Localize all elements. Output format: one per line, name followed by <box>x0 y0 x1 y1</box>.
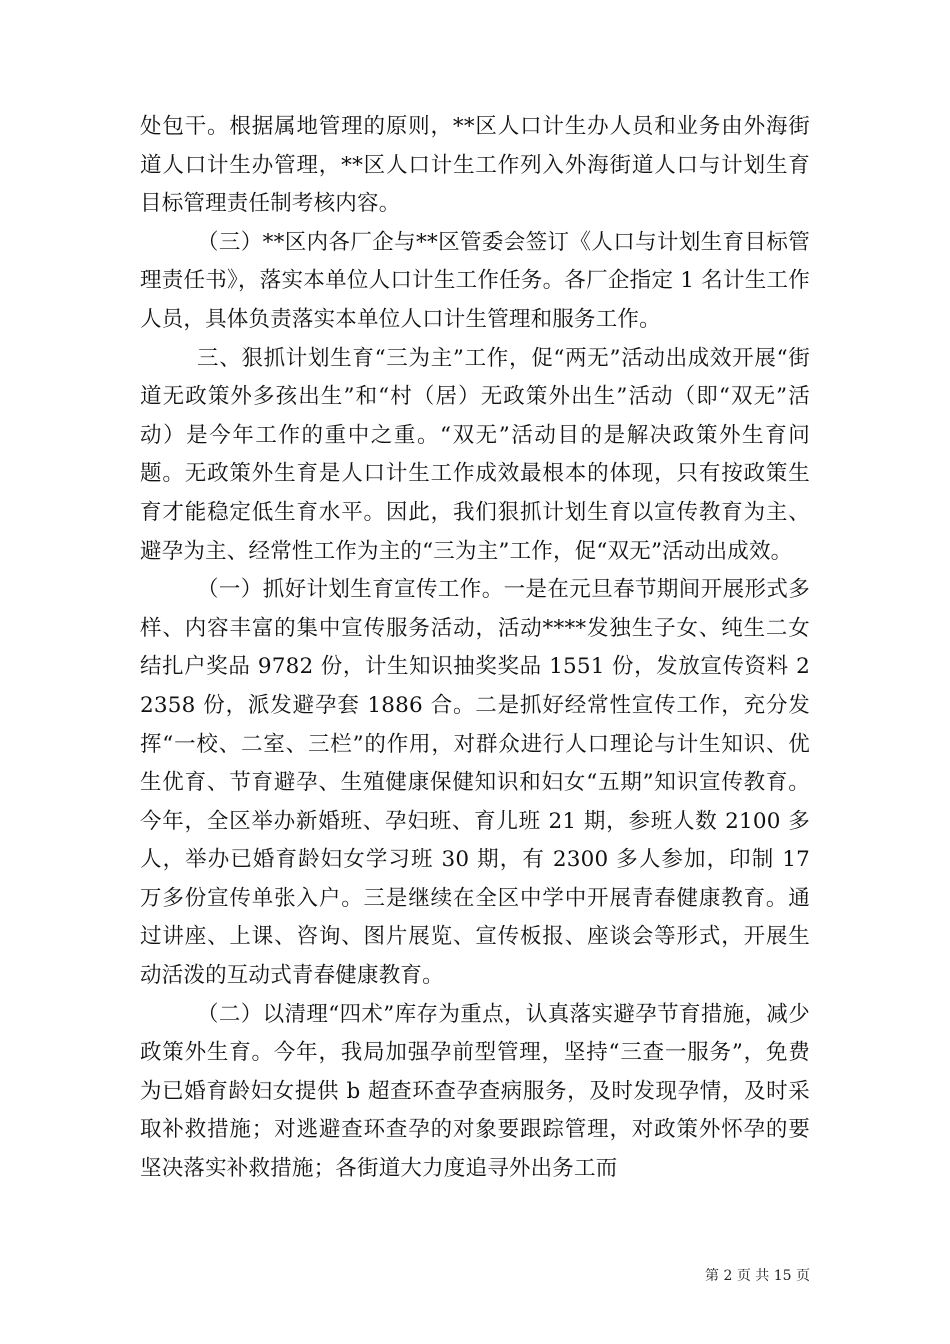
document-body <box>140 108 810 1189</box>
paragraph-4: （一）抓好计划生育宣传工作。一是在元旦春节期间开展形式多样、内容丰富的集中宣传服务活动，活动****发独生子女、纯生二女结扎户奖品 9782 份，计生知识抽奖奖品 1551 份，发放宣传资料 22358 份，派发避孕套 1886 合。二是抓好经常性宣传工作，充分发挥“一校、二室、三栏”的作用，对群众进行人口理论与计生知识、优生优育、节育避孕、生殖健康保健知识和妇女“五期”知识宣传教育。今年，全区举办新婚班、孕妇班、育儿班 21 期，参班人数 2100 多人，举办已婚育龄妇女学习班 30 期，有 2300 多人参加，印制 17 万多份宣传单张入户。三是继续在全区中学中开展青春健康教育。通过讲座、上课、咨询、图片展览、宣传板报、座谈会等形式，开展生动活泼的互动式青春健康教育。 <box>140 577 810 989</box>
paragraph-1: 处包干。根据属地管理的原则，**区人口计生办人员和业务由外海街道人口计生办管理，**区人口计生工作列入外海街道人口与计划生育目标管理责任制考核内容。 <box>140 114 810 217</box>
paragraph-3: 三、狠抓计划生育“三为主”工作，促“两无”活动出成效开展“街道无政策外多孩出生”和“村（居）无政策外出生”活动（即“双无”活动）是今年工作的重中之重。“双无”活动目的是解决政策外生育问题。无政策外生育是人口计生工作成效最根本的体现，只有按政策生育才能稳定低生育水平。因此，我们狠抓计划生育以宣传教育为主、避孕为主、经常性工作为主的“三为主”工作，促“双无”活动出成效。 <box>140 345 810 564</box>
paragraph-5: （二）以清理“四术”库存为重点，认真落实避孕节育措施，减少政策外生育。今年，我局加强孕前型管理，坚持“三查一服务”，免费为已婚育龄妇女提供 b 超查环查孕查病服务，及时发现孕情，及时采取补救措施；对逃避查环查孕的对象要跟踪管理，对政策外怀孕的要坚决落实补救措施；各街道大力度追寻外出务工而 <box>140 1001 810 1182</box>
paragraph-2: （三）**区内各厂企与**区管委会签订《人口与计划生育目标管理责任书》，落实本单位人口计生工作任务。各厂企指定 1 名计生工作人员，具体负责落实本单位人口计生管理和服务工作。 <box>140 229 810 332</box>
page-number-footer: 第 2 页 共 15 页 <box>705 1268 810 1284</box>
